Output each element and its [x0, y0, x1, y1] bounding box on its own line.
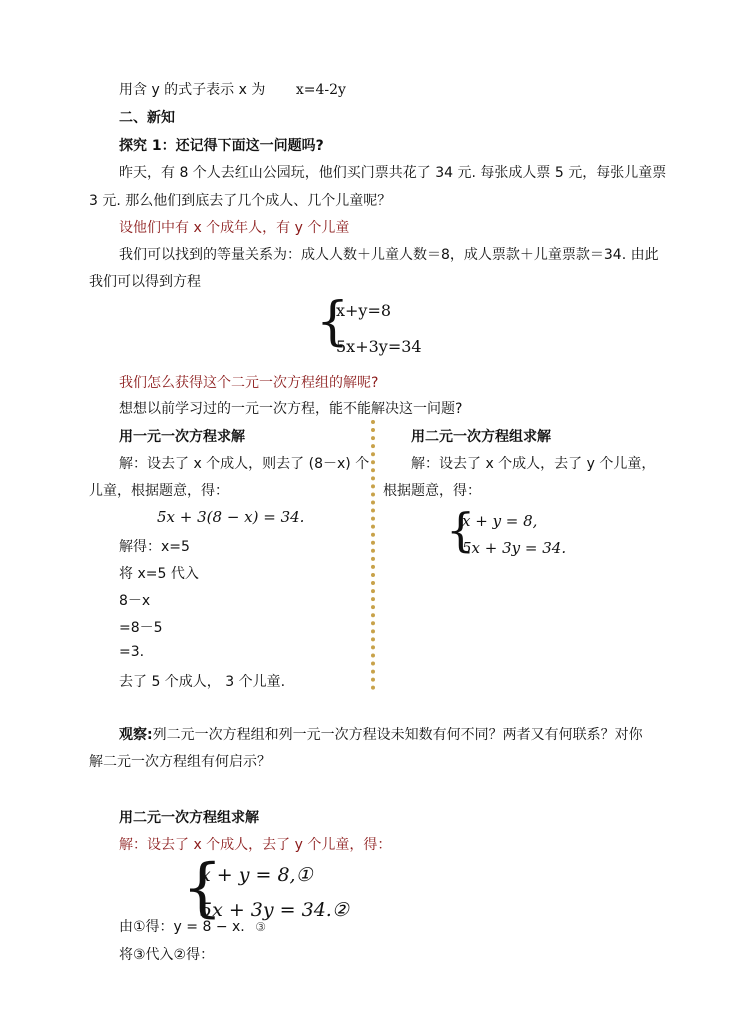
left-solve-line-1: 解：设去了 x 个成人，则去了 (8－x) 个 [119, 456, 370, 472]
right-system-eq-1: x + y = 8, [462, 512, 538, 530]
left-solve-line-8: 去了 5 个成人， 3 个儿童. [119, 674, 286, 690]
observe-line-1 [119, 724, 643, 744]
relation-line-2: 我们可以得到方程 [89, 274, 201, 290]
relation-line-1: 我们可以找到的等量关系为：成人人数＋儿童人数＝8，成人票款＋儿童票款＝34. 由此 [119, 247, 659, 263]
left-solve-line-2: 儿童，根据题意，得： [89, 483, 229, 499]
bottom-system-brace: { [182, 851, 223, 925]
think-line: 想想以前学习过的一元一次方程，能不能解决这一问题? [119, 401, 463, 417]
bottom-solve-line-2 [119, 916, 266, 936]
system-eq-1: x+y=8 [336, 301, 392, 320]
expression-result: x=4-2y [295, 82, 346, 98]
bottom-title: 用二元一次方程组求解 [119, 810, 259, 826]
variable-setup: 设他们中有 x 个成年人，有 y 个儿童 [119, 220, 350, 236]
bottom-solve-line-1: 解：设去了 x 个成人，去了 y 个儿童，得： [119, 837, 392, 853]
right-column-title: 用二元一次方程组求解 [411, 429, 551, 445]
bottom-system-eq-1: x + y = 8,① [200, 864, 313, 886]
left-solve-line-5: 8－x [119, 593, 151, 609]
right-solve-line-1: 解：设去了 x 个成人，去了 y 个儿童， [411, 456, 656, 472]
problem-line-1: 昨天，有 8 个人去红山公园玩，他们买门票共花了 34 元. 每张成人票 5 元，每张儿童票 [119, 165, 667, 181]
substitute-text: 由①得：y = 8 − x. [119, 919, 245, 935]
expression-line [119, 79, 346, 99]
left-equation: 5x + 3(8 − x) = 34. [157, 508, 305, 526]
observe-line-2: 解二元一次方程组有何启示？ [89, 754, 271, 770]
bottom-solve-line-3: 将③代入②得： [119, 947, 215, 963]
column-divider [371, 420, 375, 690]
bottom-system-eq-2: 5x + 3y = 34.② [200, 899, 349, 921]
left-solve-line-7: =3. [119, 644, 145, 660]
problem-line-2: 3 元. 那么他们到底去了几个成人、几个儿童呢？ [89, 193, 392, 209]
right-solve-line-2: 根据题意，得： [383, 483, 481, 499]
system-brace: { [316, 292, 350, 352]
section-heading: 二、新知 [119, 110, 175, 126]
left-solve-line-6: =8－5 [119, 620, 163, 636]
explore-heading: 探究 1：还记得下面这一问题吗? [119, 138, 324, 154]
left-column-title: 用一元一次方程求解 [119, 429, 245, 445]
observe-label: 观察: [119, 727, 153, 743]
circle-three-mark: ③ [255, 920, 266, 934]
expression-text: 用含 y 的式子表示 x 为 [119, 82, 266, 98]
left-solve-line-3: 解得：x=5 [119, 539, 190, 555]
left-solve-line-4: 将 x=5 代入 [119, 566, 199, 582]
question-line: 我们怎么获得这个二元一次方程组的解呢? [119, 375, 379, 391]
observe-text: 列二元一次方程组和列一元一次方程设未知数有何不同？两者又有何联系？对你 [152, 727, 643, 743]
system-eq-2: 5x+3y=34 [336, 337, 422, 356]
right-system-brace: { [446, 503, 476, 557]
right-system-eq-2: 5x + 3y = 34. [462, 539, 567, 557]
